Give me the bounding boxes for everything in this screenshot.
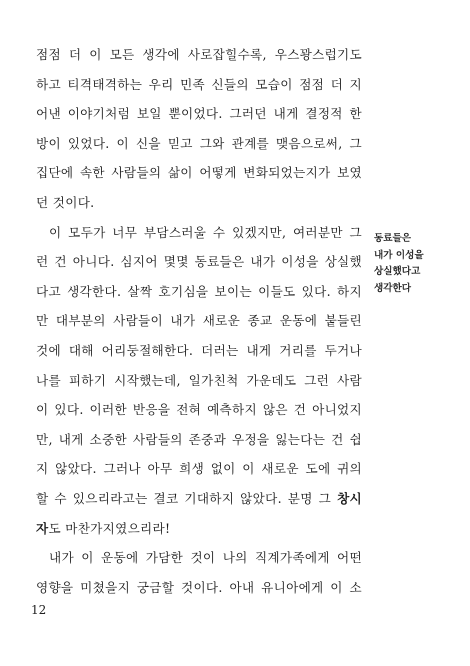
text-segment: 할 수 있으리라고는 결코 기대하지 않았다. 분명 그: [36, 490, 338, 506]
pull-quote-line: 상실했다고: [374, 266, 421, 277]
text-line-with-emphasis: [36, 484, 362, 514]
text-line: 이 모두가 너무 부담스러울 수 있겠지만, 여러분만 그: [49, 224, 362, 240]
text-segment: 도 마찬가지였으리라!: [48, 520, 171, 536]
text-line: 영향을 미쳤을지 궁금할 것이다. 아내 유니아에게 이 소: [36, 579, 362, 595]
pull-quote-line: 내가 이성을: [374, 249, 424, 261]
pull-quote-line: 생각한다: [374, 282, 412, 294]
page-number: 12: [31, 603, 47, 617]
text-line: 이 있다. 이러한 반응을 전혀 예측하지 않은 건 아니었지: [36, 402, 362, 418]
text-line: 던 것이다.: [36, 194, 95, 210]
text-line: 집단에 속한 사람들의 삶이 어떻게 변화되었는지가 보였: [36, 165, 362, 181]
text-line: 만, 내게 소중한 사람들의 존중과 우정을 잃는다는 건 쉽: [36, 431, 362, 447]
text-line: 나를 피하기 시작했는데, 일가친척 가운데도 그런 사람: [36, 372, 362, 388]
text-line: 런 건 아니다. 심지어 몇몇 동료들은 내가 이성을 상실했: [36, 254, 362, 270]
margin-pull-quote: [374, 231, 452, 297]
emphasized-word: 자: [36, 520, 49, 536]
text-line: 내가 이 운동에 가담한 것이 나의 직계가족에게 어떤: [49, 550, 362, 566]
text-line-with-emphasis: [36, 514, 362, 544]
text-line: 하고 티격태격하는 우리 민족 신들의 모습이 점점 더 지: [36, 76, 362, 92]
text-line: 방이 있었다. 이 신을 믿고 그와 관계를 맺음으로써, 그: [36, 135, 362, 151]
body-text: [36, 40, 362, 602]
text-line: 어낸 이야기처럼 보일 뿐이었다. 그러던 내게 결정적 한: [36, 106, 362, 122]
text-line: 지 않았다. 그러나 아무 희생 없이 이 새로운 도에 귀의: [36, 461, 362, 477]
text-line: 점점 더 이 모든 생각에 사로잡힐수록, 우스꽝스럽기도: [36, 47, 362, 62]
text-line: 것에 대해 어리둥절해한다. 더러는 내게 거리를 두거나: [36, 342, 362, 358]
pull-quote-line: 동료들은: [374, 233, 412, 244]
text-line: 만 대부분의 사람들이 내가 새로운 종교 운동에 붙들린: [36, 313, 362, 329]
text-line: 다고 생각한다. 살짝 호기심을 보이는 이들도 있다. 하지: [36, 283, 362, 299]
emphasized-word: 창시: [337, 490, 362, 506]
